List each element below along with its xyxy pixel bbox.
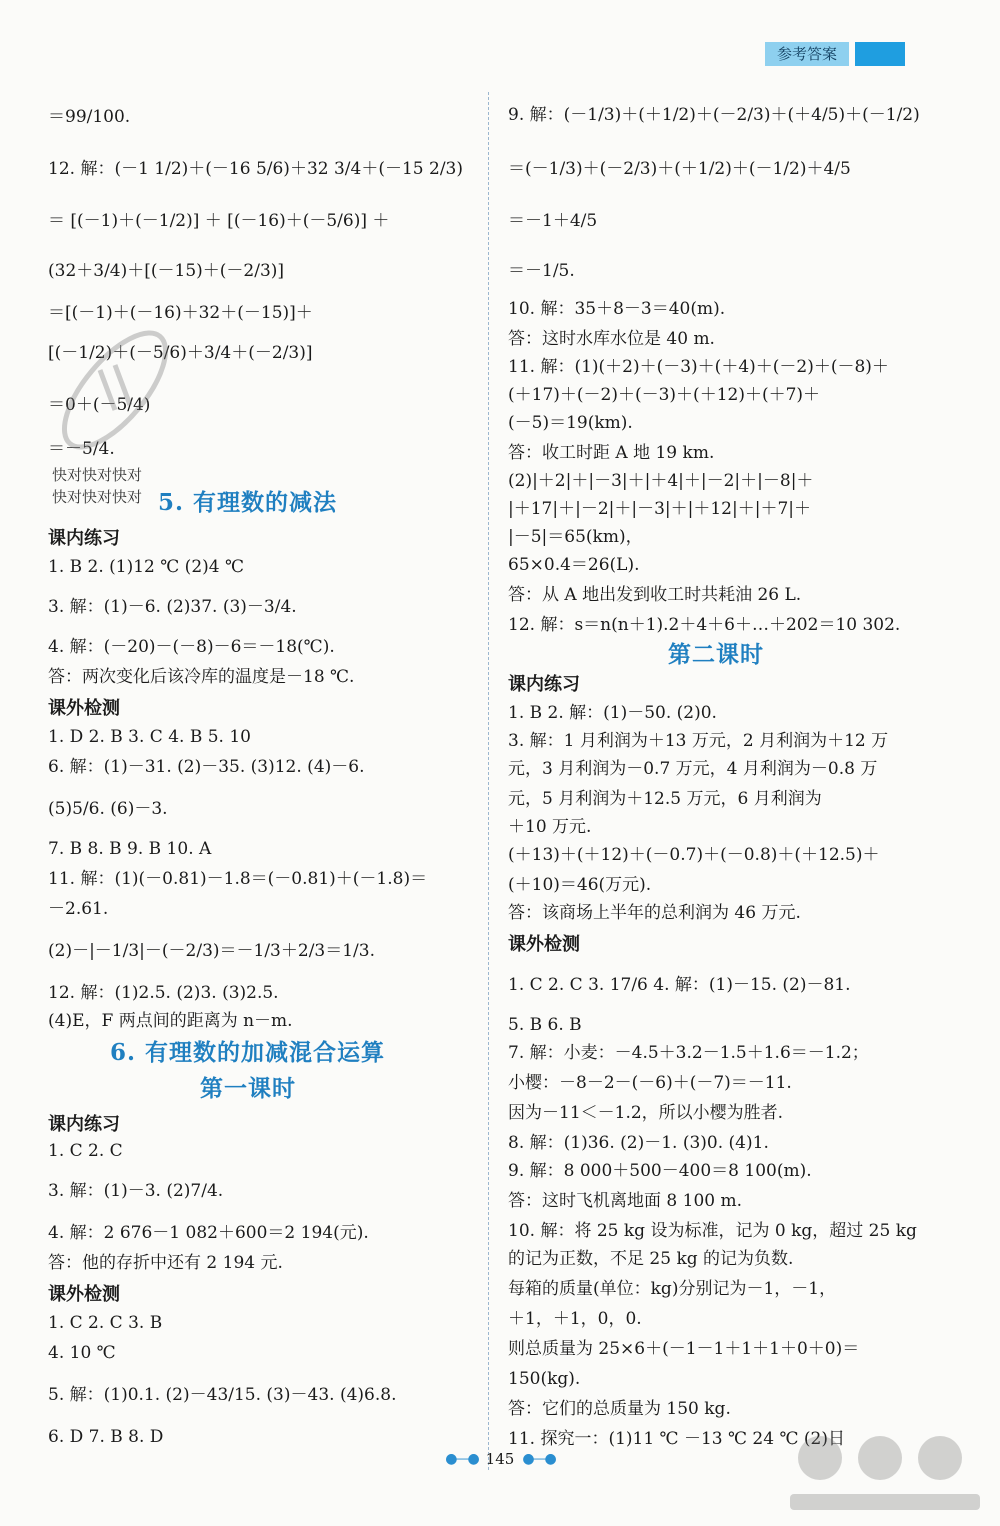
answer-line: 4. 解：2 676－1 082＋600＝2 194(元). xyxy=(48,1223,369,1243)
answer-line: ＝(－1/3)＋(－2/3)＋(＋1/2)＋(－1/2)＋4/5 xyxy=(508,159,851,179)
corner-watermark xyxy=(780,1418,990,1518)
answer-line: 答：两次变化后该冷库的温度是－18 ℃. xyxy=(48,667,355,687)
answer-line: 4. 解：(－20)－(－8)－6＝－18(℃). xyxy=(48,637,335,657)
answer-line: ＝0＋(－5/4) xyxy=(48,395,151,415)
answer-line: 每箱的质量(单位：kg)分别记为－1，－1， xyxy=(508,1279,837,1299)
page-header xyxy=(765,42,905,66)
answer-line: 答：它们的总质量为 150 kg. xyxy=(508,1399,731,1419)
chapter-title: 5. 有理数的减法 xyxy=(158,489,338,516)
watermark-logo xyxy=(40,300,190,480)
answer-line: 3. 解：1 月利润为＋13 万元，2 月利润为＋12 万 xyxy=(508,731,889,751)
answer-line: (＋10)＝46(万元). xyxy=(508,875,652,895)
answer-line: ＋1，＋1，0，0. xyxy=(508,1309,642,1329)
section-heading: 课内练习 xyxy=(48,528,120,549)
header-label: 参考答案 xyxy=(765,42,849,66)
answer-line: 5. B 6. B xyxy=(508,1015,582,1035)
answer-line: 7. 解：小麦：－4.5＋3.2－1.5＋1.6＝－1.2； xyxy=(508,1043,869,1063)
column-divider xyxy=(488,92,489,1470)
answer-line: 答：从 A 地出发到收工时共耗油 26 L. xyxy=(508,585,802,605)
watermark-text: 快对快对快对 xyxy=(52,488,143,506)
section-heading: 课外检测 xyxy=(48,698,120,719)
answer-line: |＋17|＋|－2|＋|－3|＋|＋12|＋|＋7|＋ xyxy=(508,499,811,519)
answer-line: 9. 解：(－1/3)＋(＋1/2)＋(－2/3)＋(＋4/5)＋(－1/2) xyxy=(508,105,920,125)
answer-line: |－5|＝65(km)， xyxy=(508,527,643,547)
answer-line: 的记为正数，不足 25 kg 的记为负数. xyxy=(508,1249,794,1269)
answer-line: 1. B 2. 解：(1)－50. (2)0. xyxy=(508,703,717,723)
answer-line: ＝－5/4. xyxy=(48,439,115,459)
answer-line: 12. 解：(－1 1/2)＋(－16 5/6)＋32 3/4＋(－15 2/3) xyxy=(48,159,463,179)
answer-line: 因为－11＜－1.2，所以小樱为胜者. xyxy=(508,1103,784,1123)
answer-line: －2.61. xyxy=(48,899,109,919)
page-ornament-left: ●—● xyxy=(445,1451,478,1467)
answer-line: ＝[(－1)＋(－16)＋32＋(－15)]＋ xyxy=(48,303,313,323)
answer-line: 65×0.4＝26(L). xyxy=(508,555,640,575)
answer-line: (2)－|－1/3|－(－2/3)＝－1/3＋2/3＝1/3. xyxy=(48,941,376,961)
answer-line: 11. 探究一：(1)11 ℃ －13 ℃ 24 ℃ (2)日 xyxy=(508,1429,845,1449)
answer-line: [(－1/2)＋(－5/6)＋3/4＋(－2/3)] xyxy=(48,343,313,363)
answer-line: 5. 解：(1)0.1. (2)－43/15. (3)－43. (4)6.8. xyxy=(48,1385,397,1405)
section-heading: 课内练习 xyxy=(48,1114,120,1135)
answer-line: ＝99/100. xyxy=(48,107,131,127)
answer-line: 答：这时飞机离地面 8 100 m. xyxy=(508,1191,742,1211)
section-heading: 课内练习 xyxy=(508,674,580,695)
header-bar xyxy=(855,42,905,66)
answer-line: 答：这时水库水位是 40 m. xyxy=(508,329,715,349)
answer-line: 11. 解：(1)(－0.81)－1.8＝(－0.81)＋(－1.8)＝ xyxy=(48,869,428,889)
answer-line: 1. C 2. C 3. B xyxy=(48,1313,163,1333)
answer-line: 6. D 7. B 8. D xyxy=(48,1427,164,1447)
answer-line: 10. 解：35＋8－3＝40(m). xyxy=(508,299,726,319)
answer-line: 12. 解：(1)2.5. (2)3. (3)2.5. xyxy=(48,983,279,1003)
answer-line: (2)|＋2|＋|－3|＋|＋4|＋|－2|＋|－8|＋ xyxy=(508,471,814,491)
answer-line: 3. 解：(1)－3. (2)7/4. xyxy=(48,1181,224,1201)
chapter-title: 6. 有理数的加减混合运算 xyxy=(110,1039,386,1066)
answer-line: 12. 解：s＝n(n＋1).2＋4＋6＋…＋202＝10 302. xyxy=(508,615,901,635)
watermark-text: 快对快对快对 xyxy=(52,466,143,484)
answer-line: (5)5/6. (6)－3. xyxy=(48,799,168,819)
answer-line: 1. B 2. (1)12 ℃ (2)4 ℃ xyxy=(48,557,244,577)
answer-line: 10. 解：将 25 kg 设为标准，记为 0 kg，超过 25 kg xyxy=(508,1221,917,1241)
page-number-text: 145 xyxy=(485,1450,515,1468)
answer-line: 11. 解：(1)(＋2)＋(－3)＋(＋4)＋(－2)＋(－8)＋ xyxy=(508,357,889,377)
answer-line: (－5)＝19(km). xyxy=(508,413,633,433)
answer-line: 1. C 2. C 3. 17/6 4. 解：(1)－15. (2)－81. xyxy=(508,975,851,995)
answer-line: 答：该商场上半年的总利润为 46 万元. xyxy=(508,903,801,923)
answer-line: (32＋3/4)＋[(－15)＋(－2/3)] xyxy=(48,261,285,281)
answer-line: 元，5 月利润为＋12.5 万元，6 月利润为 xyxy=(508,789,822,809)
answer-line: 3. 解：(1)－6. (2)37. (3)－3/4. xyxy=(48,597,297,617)
answer-line: 1. D 2. B 3. C 4. B 5. 10 xyxy=(48,727,251,747)
answer-line: 9. 解：8 000＋500－400＝8 100(m). xyxy=(508,1161,812,1181)
page-number xyxy=(420,1450,580,1468)
answer-line: 6. 解：(1)－31. (2)－35. (3)12. (4)－6. xyxy=(48,757,365,777)
chapter-title: 第一课时 xyxy=(200,1075,296,1102)
section-heading: 课外检测 xyxy=(48,1284,120,1305)
answer-line: 7. B 8. B 9. B 10. A xyxy=(48,839,212,859)
section-heading: 课外检测 xyxy=(508,934,580,955)
answer-line: 答：收工时距 A 地 19 km. xyxy=(508,443,715,463)
answer-line: 答：他的存折中还有 2 194 元. xyxy=(48,1253,283,1273)
answer-line: (＋17)＋(－2)＋(－3)＋(＋12)＋(＋7)＋ xyxy=(508,385,821,405)
answer-line: ＝ [(－1)＋(－1/2)] ＋ [(－16)＋(－5/6)] ＋ xyxy=(48,211,390,231)
answer-line: ＋10 万元. xyxy=(508,817,592,837)
answer-line: 150(kg). xyxy=(508,1369,581,1389)
answer-line: 小樱：－8－2－(－6)＋(－7)＝－11. xyxy=(508,1073,792,1093)
answer-line: (4)E，F 两点间的距离为 n－m. xyxy=(48,1011,293,1031)
answer-line: 8. 解：(1)36. (2)－1. (3)0. (4)1. xyxy=(508,1133,769,1153)
answer-line: 4. 10 ℃ xyxy=(48,1343,116,1363)
answer-line: ＝－1＋4/5 xyxy=(508,211,598,231)
chapter-title: 第二课时 xyxy=(668,641,764,668)
answer-line: 元，3 月利润为－0.7 万元，4 月利润为－0.8 万 xyxy=(508,759,878,779)
answer-line: ＝－1/5. xyxy=(508,261,575,281)
answer-line: (＋13)＋(＋12)＋(－0.7)＋(－0.8)＋(＋12.5)＋ xyxy=(508,845,880,865)
answer-line: 则总质量为 25×6＋(－1－1＋1＋1＋0＋0)＝ xyxy=(508,1339,860,1359)
answer-line: 1. C 2. C xyxy=(48,1141,123,1161)
page-ornament-right: ●—● xyxy=(522,1451,555,1467)
